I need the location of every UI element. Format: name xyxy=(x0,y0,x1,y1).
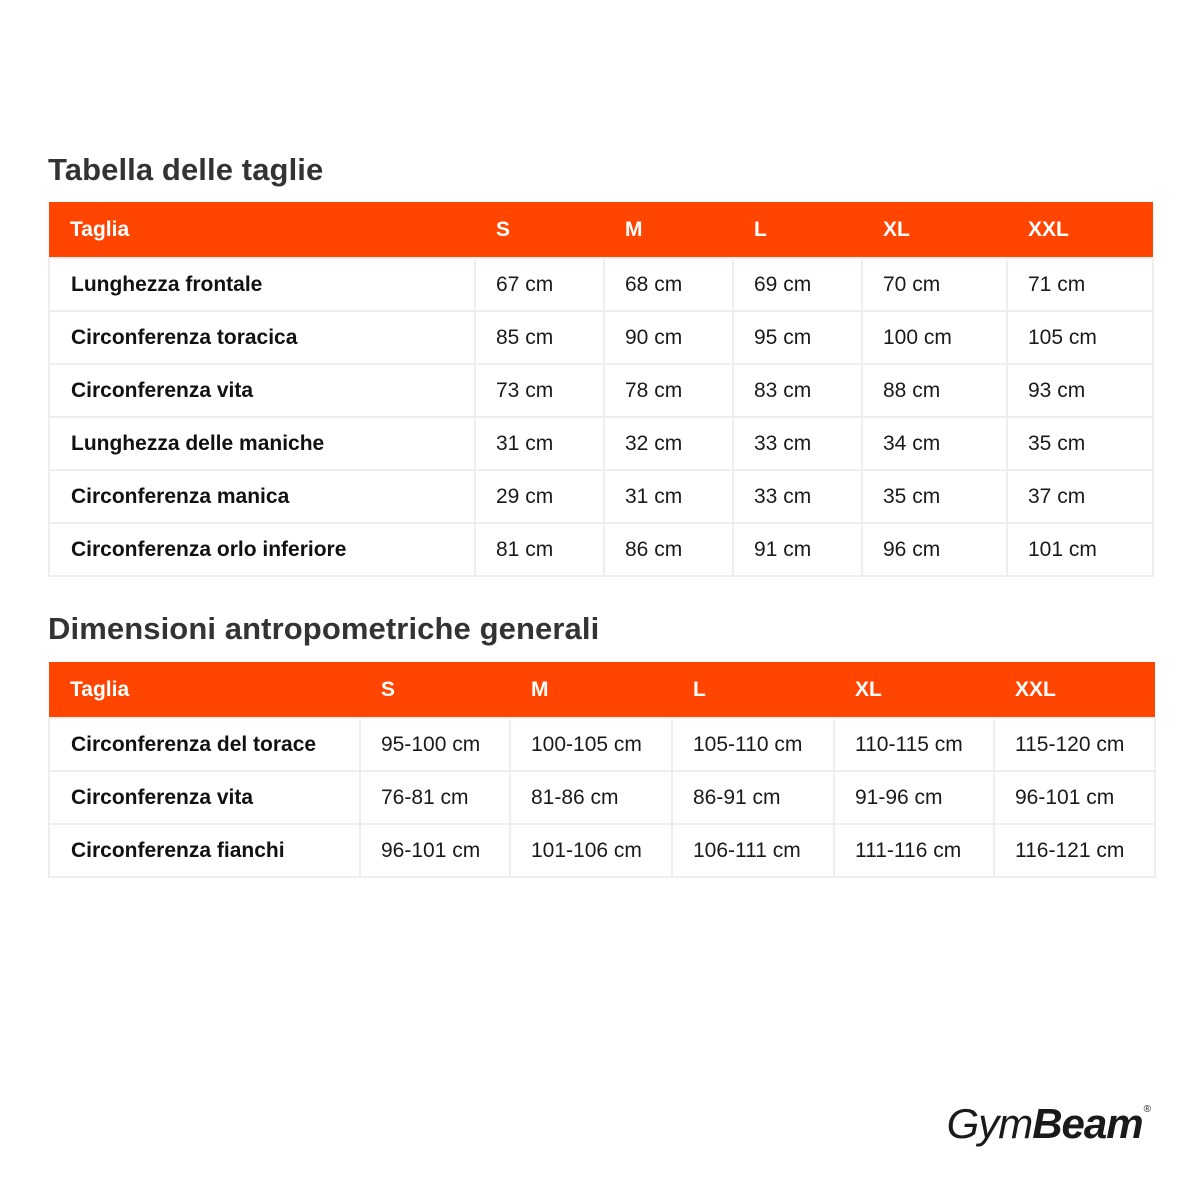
table-cell: 34 cm xyxy=(862,417,1007,470)
row-label: Circonferenza fianchi xyxy=(49,824,360,877)
table-cell: 100-105 cm xyxy=(510,718,672,771)
table-row xyxy=(49,718,1155,771)
row-label: Circonferenza vita xyxy=(49,771,360,824)
row-label: Circonferenza orlo inferiore xyxy=(49,523,475,576)
gymbeam-logo xyxy=(947,1100,1150,1148)
table-cell: 70 cm xyxy=(862,258,1007,311)
header-m: M xyxy=(531,677,549,701)
table-cell: 37 cm xyxy=(1007,470,1153,523)
body-measurements-title: Dimensioni antropometriche generali xyxy=(48,611,600,646)
table-cell: 110-115 cm xyxy=(834,718,994,771)
table-cell: 105 cm xyxy=(1007,311,1153,364)
table-cell: 76-81 cm xyxy=(360,771,510,824)
header-l: L xyxy=(693,677,706,701)
table-cell: 106-111 cm xyxy=(672,824,834,877)
table-cell: 33 cm xyxy=(733,470,862,523)
table-row xyxy=(49,470,1153,523)
table-cell: 95 cm xyxy=(733,311,862,364)
table-cell: 67 cm xyxy=(475,258,604,311)
header-s: S xyxy=(496,217,511,241)
header-s: S xyxy=(381,677,396,701)
table-header-row xyxy=(49,662,1155,718)
table-header-row xyxy=(49,202,1153,258)
table-row xyxy=(49,523,1153,576)
table-cell: 86-91 cm xyxy=(672,771,834,824)
table-cell: 105-110 cm xyxy=(672,718,834,771)
table-cell: 85 cm xyxy=(475,311,604,364)
table-cell: 81-86 cm xyxy=(510,771,672,824)
header-size: Taglia xyxy=(70,217,130,241)
table-cell: 78 cm xyxy=(604,364,733,417)
brand-name-light: Gym xyxy=(946,1100,1033,1147)
header-xl: XL xyxy=(855,677,882,701)
row-label: Circonferenza toracica xyxy=(49,311,475,364)
table-cell: 68 cm xyxy=(604,258,733,311)
table-cell: 88 cm xyxy=(862,364,1007,417)
body-measurements-table xyxy=(48,662,1156,878)
table-cell: 73 cm xyxy=(475,364,604,417)
table-cell: 100 cm xyxy=(862,311,1007,364)
registered-mark: ® xyxy=(1143,1104,1150,1115)
table-row xyxy=(49,258,1153,311)
table-cell: 91-96 cm xyxy=(834,771,994,824)
header-xl: XL xyxy=(883,217,910,241)
size-table xyxy=(48,202,1154,577)
table-cell: 96-101 cm xyxy=(994,771,1155,824)
row-label: Lunghezza delle maniche xyxy=(49,417,475,470)
header-size: Taglia xyxy=(70,677,130,701)
table-cell: 116-121 cm xyxy=(994,824,1155,877)
table-row xyxy=(49,417,1153,470)
header-xxl: XXL xyxy=(1028,217,1069,241)
table-row xyxy=(49,771,1155,824)
table-cell: 35 cm xyxy=(1007,417,1153,470)
table-row xyxy=(49,364,1153,417)
table-cell: 69 cm xyxy=(733,258,862,311)
header-l: L xyxy=(754,217,767,241)
table-cell: 91 cm xyxy=(733,523,862,576)
row-label: Lunghezza frontale xyxy=(49,258,475,311)
table-cell: 83 cm xyxy=(733,364,862,417)
row-label: Circonferenza manica xyxy=(49,470,475,523)
table-cell: 111-116 cm xyxy=(834,824,994,877)
table-cell: 86 cm xyxy=(604,523,733,576)
table-cell: 93 cm xyxy=(1007,364,1153,417)
table-cell: 32 cm xyxy=(604,417,733,470)
table-cell: 31 cm xyxy=(475,417,604,470)
table-row xyxy=(49,824,1155,877)
table-cell: 31 cm xyxy=(604,470,733,523)
table-cell: 115-120 cm xyxy=(994,718,1155,771)
table-cell: 101 cm xyxy=(1007,523,1153,576)
row-label: Circonferenza vita xyxy=(49,364,475,417)
table-cell: 33 cm xyxy=(733,417,862,470)
table-cell: 71 cm xyxy=(1007,258,1153,311)
header-xxl: XXL xyxy=(1015,677,1056,701)
table-cell: 90 cm xyxy=(604,311,733,364)
row-label: Circonferenza del torace xyxy=(49,718,360,771)
table-cell: 96-101 cm xyxy=(360,824,510,877)
brand-name-bold: Beam xyxy=(1032,1100,1143,1147)
table-cell: 95-100 cm xyxy=(360,718,510,771)
table-cell: 96 cm xyxy=(862,523,1007,576)
table-cell: 29 cm xyxy=(475,470,604,523)
table-cell: 35 cm xyxy=(862,470,1007,523)
table-cell: 101-106 cm xyxy=(510,824,672,877)
header-m: M xyxy=(625,217,643,241)
table-cell: 81 cm xyxy=(475,523,604,576)
size-table-title: Tabella delle taglie xyxy=(48,152,324,187)
table-row xyxy=(49,311,1153,364)
